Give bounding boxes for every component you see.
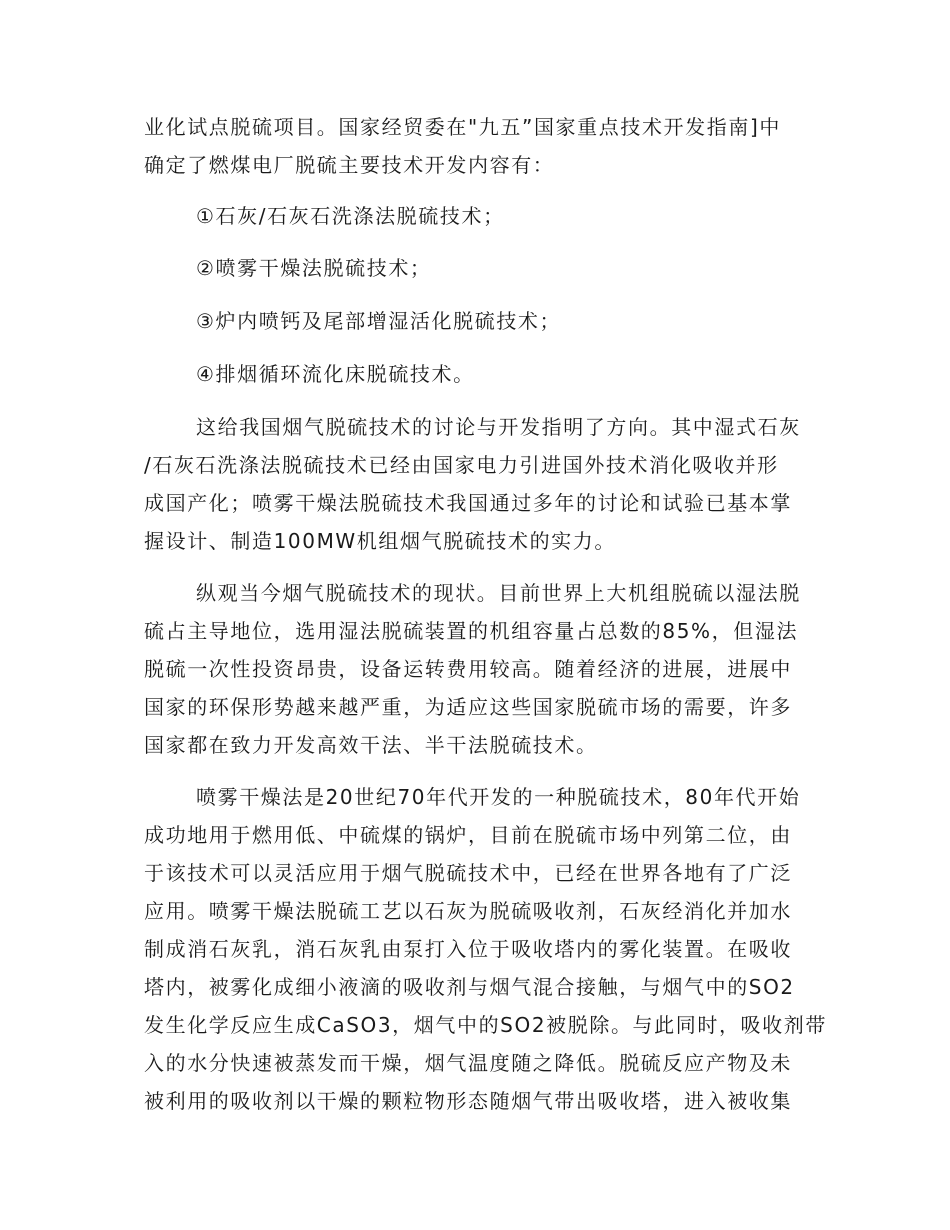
paragraph-1-line-1: 这给我国烟气脱硫技术的讨论与开发指明了方向。其中湿式石灰 (196, 415, 801, 439)
paragraph-3-line-8: 入的水分快速被蒸发而干燥，烟气温度随之降低。脱硫反应产物及未 (144, 1051, 792, 1075)
list-item-3: ③炉内喷钙及尾部增湿活化脱硫技术； (196, 309, 562, 333)
text-line-2: 确定了燃煤电厂脱硫主要技术开发内容有： (144, 153, 555, 177)
list-item-1: ①石灰/石灰石洗涤法脱硫技术； (196, 204, 505, 228)
list-item-2: ②喷雾干燥法脱硫技术； (196, 256, 432, 280)
paragraph-2-line-3: 脱硫一次性投资昂贵，设备运转费用较高。随着经济的进展，进展中 (144, 657, 792, 681)
paragraph-1-line-4: 握设计、制造100MW机组烟气脱硫技术的实力。 (144, 529, 617, 553)
paragraph-3-line-3: 于该技术可以灵活应用于烟气脱硫技术中，已经在世界各地有了广泛 (144, 861, 792, 885)
paragraph-3-line-4: 应用。喷雾干燥法脱硫工艺以石灰为脱硫吸收剂，石灰经消化并加水 (144, 899, 792, 923)
paragraph-3-line-6: 塔内，被雾化成细小液滴的吸收剂与烟气混合接触，与烟气中的SO2 (144, 975, 795, 999)
paragraph-2-line-1: 纵观当今烟气脱硫技术的现状。目前世界上大机组脱硫以湿法脱 (196, 581, 801, 605)
paragraph-3-line-2: 成功地用于燃用低、中硫煤的锅炉，目前在脱硫市场中列第二位，由 (144, 823, 792, 847)
list-item-4: ④排烟循环流化床脱硫技术。 (196, 362, 475, 386)
paragraph-3-line-9: 被利用的吸收剂以干燥的颗粒物形态随烟气带出吸收塔，进入被收集 (144, 1089, 792, 1113)
paragraph-3-line-5: 制成消石灰乳，消石灰乳由泵打入位于吸收塔内的雾化装置。在吸收 (144, 937, 792, 961)
paragraph-2-line-2: 硫占主导地位，选用湿法脱硫装置的机组容量占总数的85%，但湿法 (144, 619, 799, 643)
text-line-1: 业化试点脱硫项目。国家经贸委在"九五”国家重点技术开发指南]中 (144, 115, 781, 139)
paragraph-1-line-2: /石灰石洗涤法脱硫技术已经由国家电力引进国外技术消化吸收并形 (144, 453, 779, 477)
paragraph-2-line-4: 国家的环保形势越来越严重，为适应这些国家脱硫市场的需要，许多 (144, 695, 792, 719)
paragraph-2-line-5: 国家都在致力开发高效干法、半干法脱硫技术。 (144, 733, 598, 757)
paragraph-3-line-1: 喷雾干燥法是20世纪70年代开发的一种脱硫技术，80年代开始 (196, 785, 801, 809)
paragraph-3-line-7: 发生化学反应生成CaSO3，烟气中的SO2被脱除。与此同时，吸收剂带 (144, 1013, 827, 1037)
paragraph-1-line-3: 成国产化；喷雾干燥法脱硫技术我国通过多年的讨论和试验已基本掌 (144, 491, 792, 515)
